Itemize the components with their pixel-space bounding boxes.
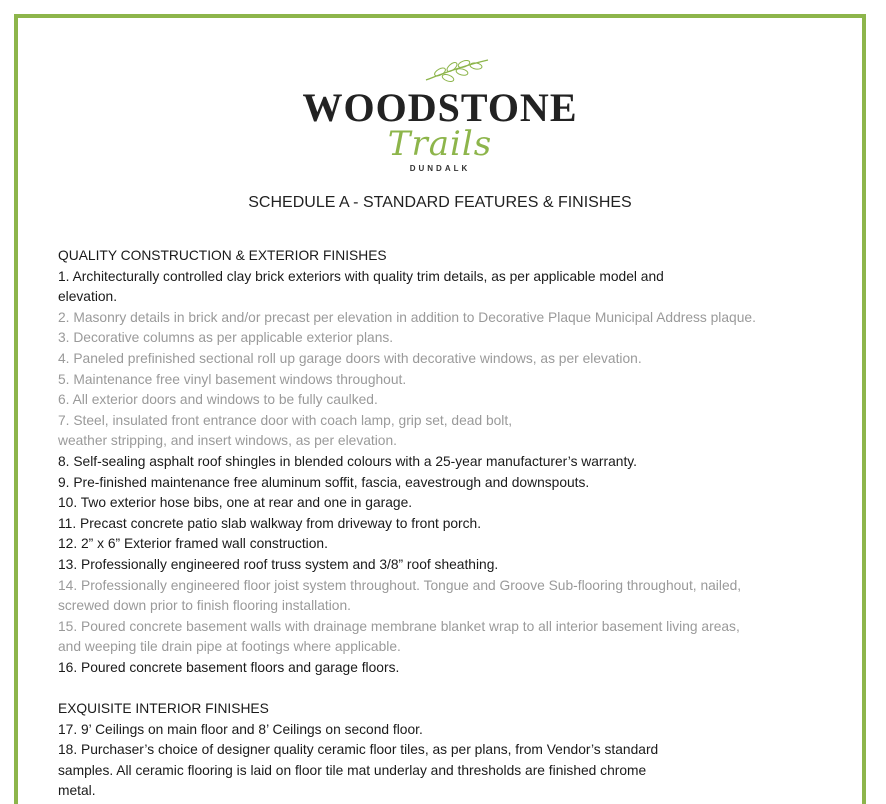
feature-line: 17. 9’ Ceilings on main floor and 8’ Ceilings on second floor. — [58, 721, 423, 737]
brand-name: WOODSTONE — [302, 85, 578, 130]
feature-line: 11. Precast concrete patio slab walkway from driveway to front porch. — [58, 515, 482, 531]
feature-line: screwed down prior to finish flooring installation. — [58, 598, 351, 614]
feature-line: 3. Decorative columns as per applicable exterior plans. — [58, 330, 394, 346]
schedule-title: SCHEDULE A - STANDARD FEATURES & FINISHES — [248, 194, 632, 211]
woodstone-trails-logo — [18, 50, 862, 190]
feature-line: elevation. — [58, 289, 118, 305]
section-gap — [58, 678, 838, 699]
brand-script: Trails — [387, 124, 493, 164]
feature-line: 18. Purchaser’s choice of designer quality ceramic floor tiles, as per plans, from Vendor’s standard — [58, 742, 659, 758]
brand-location: DUNDALK — [409, 164, 471, 173]
feature-line: 14. Professionally engineered floor joist system throughout. Tongue and Groove Sub-flooring throughout, nailed, — [58, 577, 742, 593]
feature-line: 7. Steel, insulated front entrance door with coach lamp, grip set, dead bolt, — [58, 412, 513, 428]
feature-line: 8. Self-sealing asphalt roof shingles in blended colours with a 25-year manufacturer’s warranty. — [58, 453, 638, 469]
feature-line: samples. All ceramic flooring is laid on floor tile mat underlay and thresholds are finished chrome — [58, 762, 647, 778]
feature-line: 10. Two exterior hose bibs, one at rear and one in garage. — [58, 495, 413, 511]
feature-line: 9. Pre-finished maintenance free aluminum soffit, fascia, eavestrough and downspouts. — [58, 474, 590, 490]
section-heading: EXQUISITE INTERIOR FINISHES — [58, 701, 269, 717]
document-page — [14, 14, 866, 804]
feature-line: 2. Masonry details in brick and/or precast per elevation in addition to Decorative Plaque Municipal Address plaque. — [58, 309, 756, 325]
feature-line: 4. Paneled prefinished sectional roll up garage doors with decorative windows, as per elevation. — [58, 350, 642, 366]
feature-line: 13. Professionally engineered roof truss system and 3/8” roof sheathing. — [58, 556, 499, 572]
feature-line: and weeping tile drain pipe at footings where applicable. — [58, 639, 401, 655]
feature-line: 12. 2” x 6” Exterior framed wall construction. — [58, 536, 328, 552]
features-list — [58, 246, 838, 802]
feature-line: 6. All exterior doors and windows to be fully caulked. — [58, 392, 378, 408]
feature-line: weather stripping, and insert windows, as per elevation. — [58, 433, 397, 449]
feature-line: 1. Architecturally controlled clay brick exteriors with quality trim details, as per applicable model and — [58, 268, 664, 284]
feature-line: metal. — [58, 783, 96, 799]
section-heading: QUALITY CONSTRUCTION & EXTERIOR FINISHES — [58, 248, 387, 263]
feature-line: 5. Maintenance free vinyl basement windows throughout. — [58, 371, 407, 387]
leaf-branch-icon — [422, 56, 492, 84]
feature-line: 15. Poured concrete basement walls with drainage membrane blanket wrap to all interior basement living areas, — [58, 618, 740, 634]
feature-line: 16. Poured concrete basement floors and garage floors. — [58, 659, 400, 675]
